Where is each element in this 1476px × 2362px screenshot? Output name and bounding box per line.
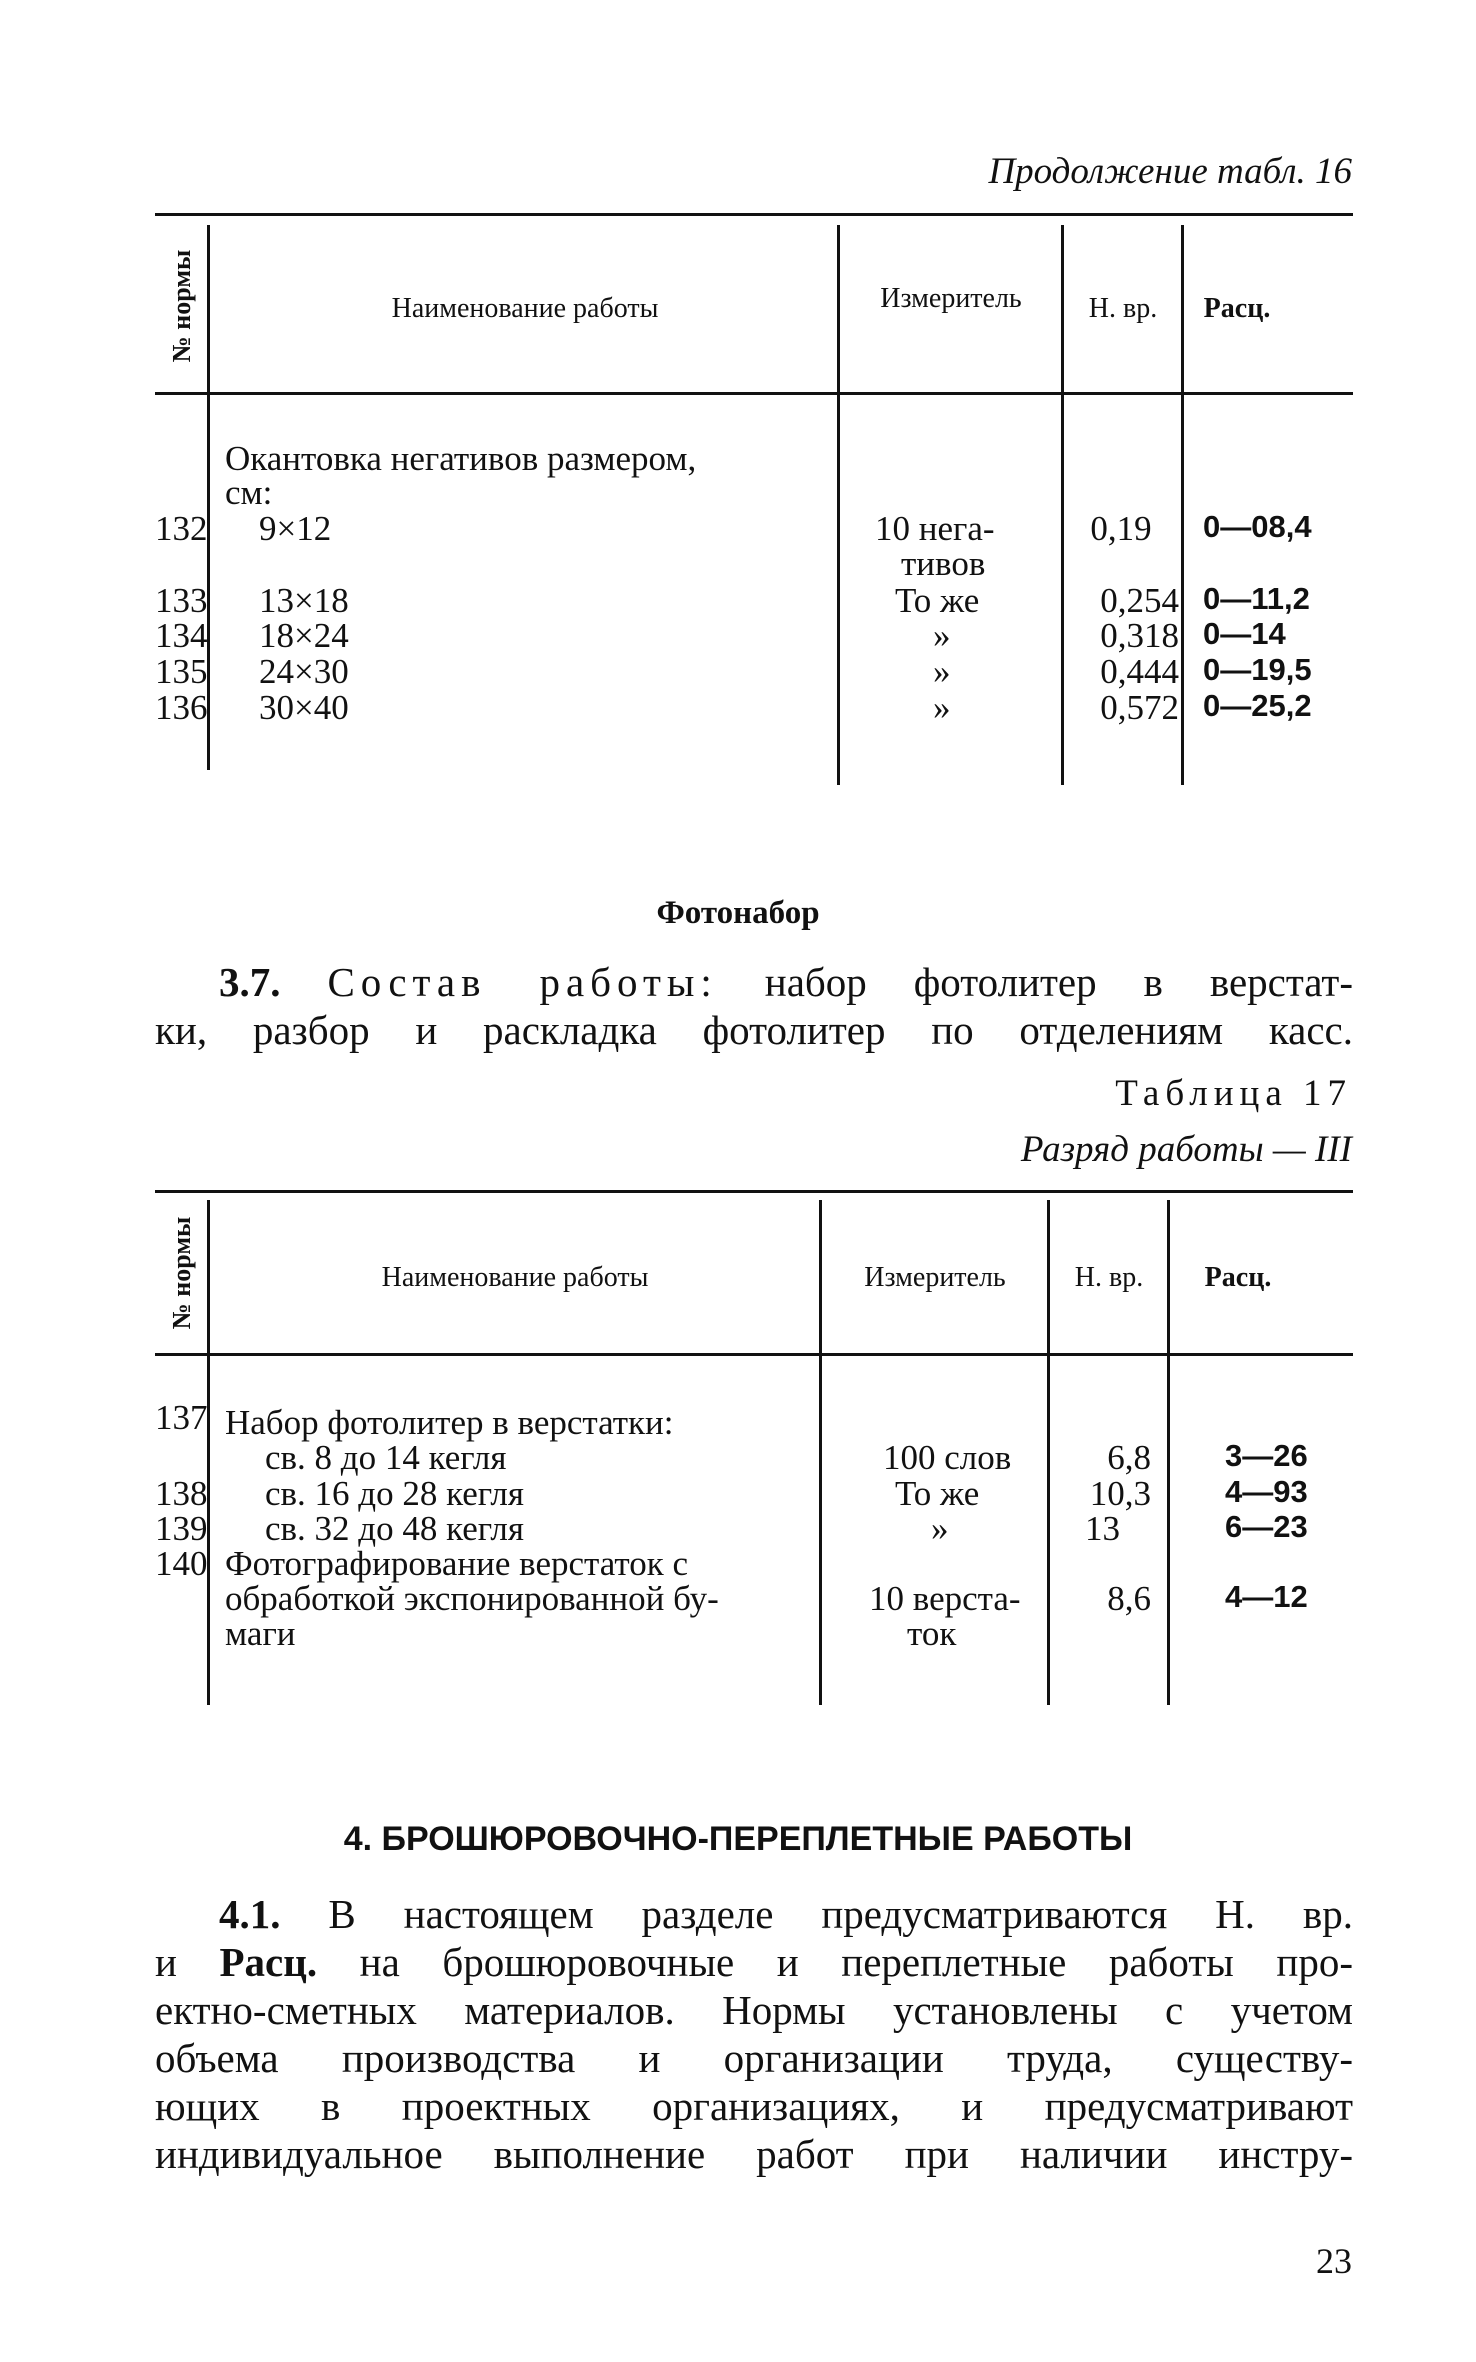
table16-header-rule bbox=[155, 392, 1353, 395]
table16-row-time: 0,318 bbox=[1100, 616, 1179, 655]
table16-header-rate: Расц. bbox=[1203, 293, 1271, 324]
table16-group-title-cont: см: bbox=[225, 473, 273, 512]
table17-col-divider bbox=[1047, 1200, 1050, 1705]
section-photo-paragraph-line2: ки, разбор и раскладка фотолитер по отделениям касс. bbox=[155, 1007, 1353, 1053]
table16-col-divider bbox=[837, 225, 840, 785]
table17-row-unit: То же bbox=[895, 1474, 980, 1513]
table17-row-no: 140 bbox=[155, 1544, 208, 1583]
table17-row-unit-cont: ток bbox=[907, 1614, 957, 1653]
table17-row-no: 138 bbox=[155, 1474, 208, 1513]
table17-row-name: св. 16 до 28 кегля bbox=[265, 1474, 524, 1513]
para-bold-term: Расц. bbox=[219, 1939, 318, 1985]
table17-col-divider bbox=[207, 1200, 210, 1705]
table17-row-name: св. 32 до 48 кегля bbox=[265, 1509, 524, 1548]
table16-row-no: 133 bbox=[155, 581, 208, 620]
table17-row-name: Фотографирование верстаток с bbox=[225, 1544, 689, 1583]
table17-group-title: Набор фотолитер в верстатки: bbox=[225, 1403, 674, 1442]
para-number: 4.1. bbox=[219, 1891, 281, 1937]
table17-row-unit: » bbox=[931, 1509, 949, 1548]
section-photo-paragraph-line1 bbox=[155, 958, 1353, 1006]
section-photo-title: Фотонабор bbox=[656, 895, 820, 931]
table16-header-time: Н. вр. bbox=[1088, 293, 1158, 324]
table16-row-time: 0,572 bbox=[1100, 688, 1179, 727]
table16-header-unit: Измеритель bbox=[880, 283, 1022, 314]
para-text: В настоящем разделе предусматриваются Н. вр. bbox=[328, 1891, 1353, 1937]
table17-row-name-cont: обработкой экспонированной бу- bbox=[225, 1579, 719, 1618]
table16-row-unit: » bbox=[933, 652, 951, 691]
table16-row-no: 135 bbox=[155, 652, 208, 691]
table17-row-name: св. 8 до 14 кегля bbox=[265, 1438, 507, 1477]
table17-col-divider bbox=[1167, 1200, 1170, 1705]
table16-header-norm-no: № нормы bbox=[167, 249, 196, 363]
table17-row-time: 10,3 bbox=[1089, 1474, 1151, 1513]
para-number: 3.7. bbox=[219, 959, 281, 1005]
section4-line2 bbox=[155, 1938, 1353, 1986]
table16-row-unit: » bbox=[933, 616, 951, 655]
section4-line4: объема производства и организации труда, существу- bbox=[155, 2035, 1353, 2081]
section4-line1 bbox=[155, 1890, 1353, 1938]
table16-row-no: 132 bbox=[155, 509, 208, 548]
section4-line5: ющих в проектных организациях, и предусматривают bbox=[155, 2083, 1353, 2129]
table16-row-rate: 0—08,4 bbox=[1203, 509, 1312, 544]
section4-line6: индивидуальное выполнение работ при наличии инстру- bbox=[155, 2131, 1353, 2177]
para-text: на брошюровочные и переплетные работы про- bbox=[359, 1939, 1353, 1985]
table16-row-name: 24×30 bbox=[259, 652, 349, 691]
table17-header-norm-no: № нормы bbox=[167, 1216, 196, 1330]
table17-row-name-cont: маги bbox=[225, 1614, 296, 1653]
table16-row-name: 9×12 bbox=[259, 509, 332, 548]
table16-row-unit: 10 нега- bbox=[875, 509, 995, 548]
table17-header-unit: Измеритель bbox=[864, 1262, 1006, 1293]
table16-row-no: 136 bbox=[155, 688, 208, 727]
table17-header-work-name: Наименование работы bbox=[381, 1262, 649, 1293]
table17-row-rate: 4—93 bbox=[1225, 1474, 1308, 1509]
table16-top-rule bbox=[155, 213, 1353, 216]
table17-top-rule bbox=[155, 1190, 1353, 1193]
table17-row-no: 139 bbox=[155, 1509, 208, 1548]
section4-line3: ектно-сметных материалов. Нормы установлены с учетом bbox=[155, 1987, 1353, 2033]
para-spaced-label: Состав работы: bbox=[327, 959, 718, 1005]
table17-col-divider bbox=[819, 1200, 822, 1705]
para-text: и bbox=[155, 1939, 177, 1985]
table17-row-unit: 10 верста- bbox=[869, 1579, 1021, 1618]
page-number: 23 bbox=[1316, 2241, 1352, 2281]
table17-row-rate: 3—26 bbox=[1225, 1438, 1308, 1473]
table16-col-divider bbox=[1061, 225, 1064, 785]
table16-group-title: Окантовка негативов размером, bbox=[225, 439, 697, 478]
section4-heading: 4. БРОШЮРОВОЧНО-ПЕРЕПЛЕТНЫЕ РАБОТЫ bbox=[343, 1820, 1133, 1858]
table16-row-no: 134 bbox=[155, 616, 208, 655]
table16-row-time: 0,19 bbox=[1090, 509, 1152, 548]
table16-row-unit: То же bbox=[895, 581, 980, 620]
table16-row-name: 30×40 bbox=[259, 688, 349, 727]
para-text: набор фотолитер в верстат- bbox=[764, 959, 1354, 1005]
table17-row-rate: 4—12 bbox=[1225, 1579, 1308, 1614]
table16-col-divider bbox=[1181, 225, 1184, 785]
table16-row-rate: 0—19,5 bbox=[1203, 652, 1312, 687]
table16-row-name: 18×24 bbox=[259, 616, 349, 655]
table16-row-name: 13×18 bbox=[259, 581, 349, 620]
table17-row-no: 137 bbox=[155, 1398, 208, 1437]
table17-header-time: Н. вр. bbox=[1074, 1262, 1144, 1293]
table16 bbox=[155, 213, 1353, 783]
table16-row-unit-cont: тивов bbox=[901, 544, 986, 583]
table16-row-time: 0,444 bbox=[1100, 652, 1179, 691]
table16-row-rate: 0—11,2 bbox=[1203, 581, 1310, 616]
table17 bbox=[155, 1190, 1353, 1710]
table17-header-rule bbox=[155, 1353, 1353, 1356]
table16-row-rate: 0—25,2 bbox=[1203, 688, 1312, 723]
table16-continuation-caption: Продолжение табл. 16 bbox=[988, 151, 1352, 192]
table17-row-time: 8,6 bbox=[1107, 1579, 1151, 1618]
table16-row-time: 0,254 bbox=[1100, 581, 1179, 620]
table17-row-time: 13 bbox=[1085, 1509, 1120, 1548]
table17-row-unit: 100 слов bbox=[883, 1438, 1012, 1477]
table16-row-unit: » bbox=[933, 688, 951, 727]
table17-row-time: 6,8 bbox=[1107, 1438, 1151, 1477]
table16-header-work-name: Наименование работы bbox=[391, 293, 659, 324]
table16-row-rate: 0—14 bbox=[1203, 616, 1286, 651]
table17-header-rate: Расц. bbox=[1204, 1262, 1272, 1293]
table17-grade: Разряд работы — III bbox=[1020, 1129, 1352, 1170]
table17-caption: Таблица 17 bbox=[1115, 1073, 1352, 1114]
table17-row-rate: 6—23 bbox=[1225, 1509, 1308, 1544]
